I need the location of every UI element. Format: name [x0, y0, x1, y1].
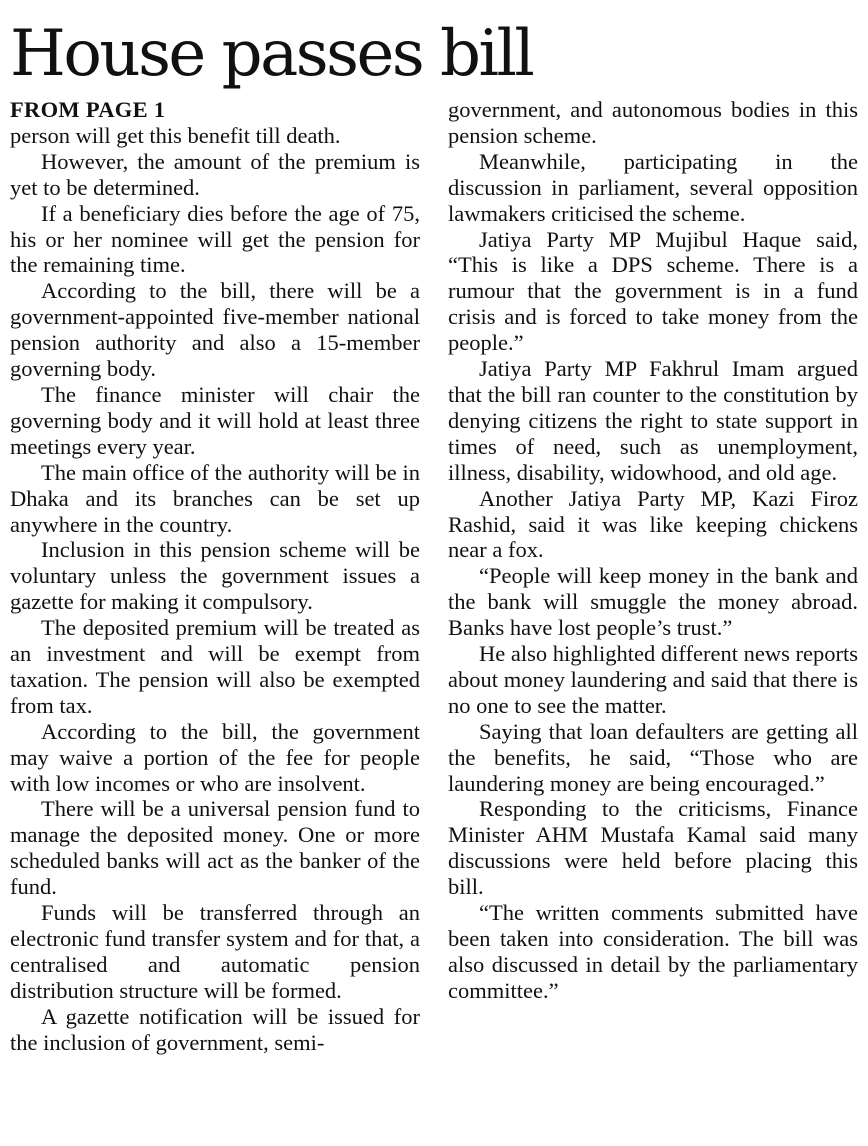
- headline: House passes bill: [10, 17, 533, 91]
- paragraph: According to the bill, the government may waive a portion of the fee for people with low incomes or who are insolvent.: [10, 718, 420, 796]
- paragraph: Another Jatiya Party MP, Kazi Firoz Rashid, said it was like keeping chickens near a fox.: [448, 485, 858, 563]
- paragraph: Jatiya Party MP Fakhrul Imam argued that the bill ran counter to the constitution by denying citizens the right to state support in times of need, such as unemployment, illness, disability, widowhood, and old age.: [448, 356, 858, 485]
- paragraph: Funds will be transferred through an electronic fund transfer system and for that, a centralised and automatic pension distribution structure will be formed.: [10, 900, 420, 1003]
- paragraph: If a beneficiary dies before the age of 75, his or her nominee will get the pension for the remaining time.: [10, 200, 420, 278]
- jump-kicker: FROM PAGE 1: [10, 97, 166, 122]
- paragraph: However, the amount of the premium is yet to be determined.: [10, 148, 420, 200]
- paragraph: government, and autonomous bodies in this pension scheme.: [448, 97, 858, 148]
- paragraph: Jatiya Party MP Mujibul Haque said, “This is like a DPS scheme. There is a rumour that the government is in a fund crisis and is forced to take money from the people.”: [448, 226, 858, 356]
- paragraph: There will be a universal pension fund to manage the deposited money. One or more scheduled banks will act as the banker of the fund.: [10, 796, 420, 900]
- paragraph: He also highlighted different news reports about money laundering and said that there is no one to see the matter.: [448, 641, 858, 718]
- paragraph: Saying that loan defaulters are getting all the benefits, he said, “Those who are laundering money are being encouraged.”: [448, 718, 858, 796]
- paragraph: A gazette notification will be issued for the inclusion of government, semi-: [10, 1003, 420, 1055]
- article-column-right: [448, 97, 858, 1004]
- article-column-left: [10, 97, 420, 1056]
- paragraph: Inclusion in this pension scheme will be voluntary unless the government issues a gazette for making it compulsory.: [10, 537, 420, 615]
- paragraph: According to the bill, there will be a government-appointed five-member national pension authority and also a 15-member governing body.: [10, 278, 420, 382]
- paragraph: The finance minister will chair the governing body and it will hold at least three meetings every year.: [10, 381, 420, 459]
- paragraph: person will get this benefit till death.: [10, 122, 341, 148]
- paragraph: The main office of the authority will be in Dhaka and its branches can be set up anywhere in the country.: [10, 459, 420, 537]
- paragraph: “People will keep money in the bank and the bank will smuggle the money abroad. Banks have lost people’s trust.”: [448, 563, 858, 641]
- paragraph: “The written comments submitted have been taken into consideration. The bill was also discussed in detail by the parliamentary committee.”: [448, 900, 858, 1003]
- paragraph: The deposited premium will be treated as an investment and will be exempt from taxation. The pension will also be exempted from tax.: [10, 615, 420, 718]
- paragraph: Responding to the criticisms, Finance Minister AHM Mustafa Kamal said many discussions were held before placing this bill.: [448, 796, 858, 900]
- paragraph: Meanwhile, participating in the discussion in parliament, several opposition lawmakers criticised the scheme.: [448, 148, 858, 226]
